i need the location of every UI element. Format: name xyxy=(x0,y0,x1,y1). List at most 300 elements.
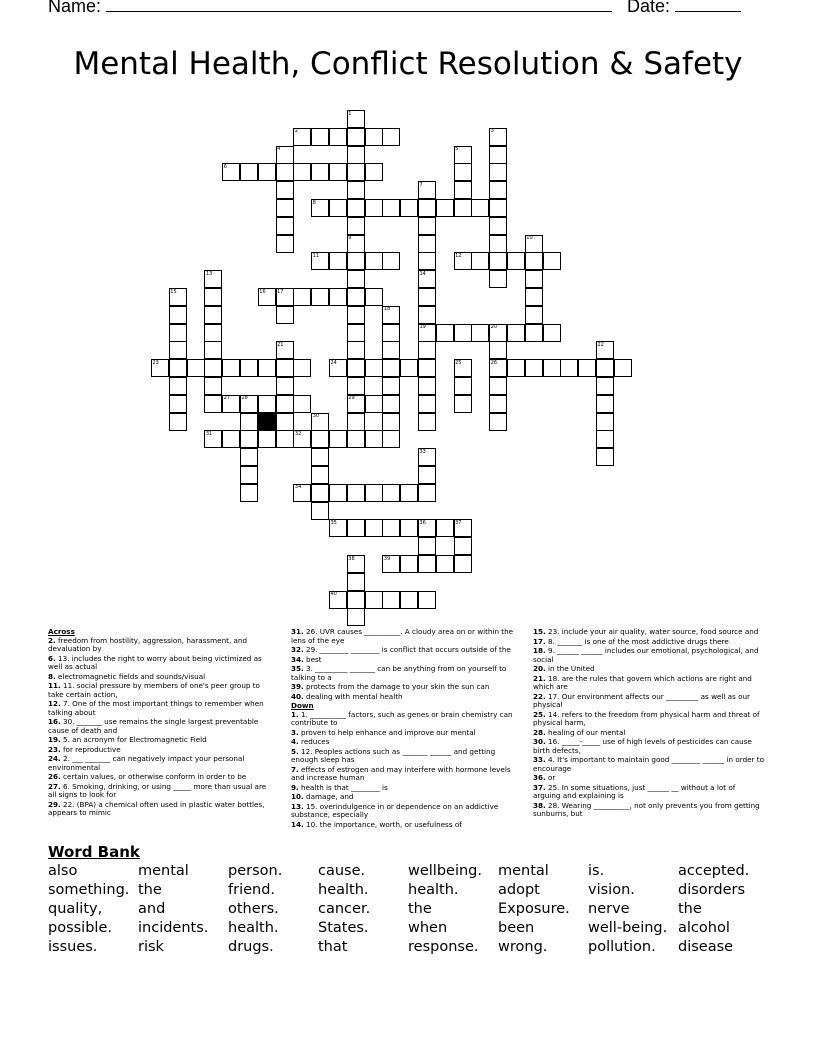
cell-number: 6 xyxy=(223,163,227,170)
date-line[interactable] xyxy=(675,0,741,12)
grid-cell[interactable] xyxy=(276,377,294,395)
grid-cell[interactable] xyxy=(347,377,365,395)
grid-cell[interactable] xyxy=(382,484,400,502)
word-bank-word: something. xyxy=(48,882,130,898)
grid-cell[interactable] xyxy=(169,395,187,413)
clue-number: 29. xyxy=(48,799,61,809)
grid-cell[interactable] xyxy=(169,377,187,395)
grid-cell[interactable] xyxy=(169,306,187,324)
clues-column-3 xyxy=(533,628,765,820)
clue-number: 25. xyxy=(533,709,546,719)
grid-cell[interactable] xyxy=(347,252,365,270)
clue-text: protects from the damage to your skin the sun can xyxy=(303,682,490,691)
clue-item xyxy=(291,683,519,692)
clue-item xyxy=(48,655,276,672)
grid-cell[interactable] xyxy=(436,324,454,342)
grid-cell[interactable] xyxy=(311,448,329,466)
grid-cell[interactable] xyxy=(418,288,436,306)
cell-number: 11 xyxy=(312,252,320,259)
word-bank-word: issues. xyxy=(48,939,98,955)
grid-cell[interactable] xyxy=(418,235,436,253)
grid-cell[interactable] xyxy=(578,359,596,377)
grid-cell[interactable] xyxy=(489,217,507,235)
grid-cell[interactable] xyxy=(525,306,543,324)
grid-cell[interactable] xyxy=(471,324,489,342)
cell-number: 7 xyxy=(419,181,423,188)
cell-number: 18 xyxy=(383,306,391,313)
clue-item xyxy=(291,656,519,665)
grid-cell[interactable] xyxy=(418,217,436,235)
clue-text: 25. In some situations, just ______ __ without a lot of arguing and explaining is xyxy=(533,782,736,800)
grid-cell[interactable] xyxy=(240,359,258,377)
across-clue-list-continued xyxy=(291,628,519,701)
grid-cell[interactable] xyxy=(365,591,383,609)
grid-cell[interactable] xyxy=(311,288,329,306)
grid-cell[interactable] xyxy=(596,448,614,466)
cell-number: 39 xyxy=(383,555,391,562)
grid-cell[interactable] xyxy=(347,306,365,324)
down-clue-list-continued xyxy=(533,628,765,819)
grid-cell[interactable] xyxy=(543,359,561,377)
grid-cell[interactable] xyxy=(276,181,294,199)
grid-cell[interactable] xyxy=(293,395,311,413)
clue-item xyxy=(533,784,765,801)
grid-cell[interactable] xyxy=(596,413,614,431)
grid-cell[interactable] xyxy=(204,359,222,377)
grid-cell[interactable] xyxy=(596,430,614,448)
clue-text: 6. Smoking, drinking, or using _____ more than usual are all signs to look for xyxy=(48,781,267,799)
grid-cell[interactable] xyxy=(525,270,543,288)
grid-cell[interactable] xyxy=(507,359,525,377)
grid-cell[interactable] xyxy=(311,502,329,520)
clue-item xyxy=(291,693,519,702)
word-bank-word: the xyxy=(678,901,702,917)
cell-number: 22 xyxy=(597,341,604,348)
grid-cell[interactable] xyxy=(418,484,436,502)
grid-cell[interactable] xyxy=(489,181,507,199)
cell-number: 40 xyxy=(330,591,337,598)
grid-cell[interactable] xyxy=(418,341,436,359)
grid-cell[interactable] xyxy=(311,128,329,146)
grid-cell[interactable] xyxy=(614,359,632,377)
clue-text: 30. _______ use remains the single largest preventable cause of death and xyxy=(48,717,259,735)
grid-cell[interactable] xyxy=(276,199,294,217)
grid-cell[interactable] xyxy=(276,235,294,253)
clue-number: 12. xyxy=(48,699,61,708)
cell-number: 5 xyxy=(455,146,459,153)
grid-cell[interactable] xyxy=(382,377,400,395)
grid-cell[interactable] xyxy=(507,252,525,270)
grid-cell[interactable] xyxy=(596,395,614,413)
grid-cell[interactable] xyxy=(329,163,347,181)
page-title: Mental Health, Conflict Resolution & Safety xyxy=(73,46,743,82)
grid-cell[interactable] xyxy=(347,341,365,359)
cell-number: 33 xyxy=(419,448,426,455)
grid-cell[interactable] xyxy=(258,163,276,181)
grid-cell[interactable] xyxy=(507,324,525,342)
grid-cell[interactable] xyxy=(382,324,400,342)
grid-cell[interactable] xyxy=(365,252,383,270)
grid-cell[interactable] xyxy=(276,395,294,413)
word-bank-word: pollution. xyxy=(588,939,656,955)
name-line[interactable] xyxy=(106,0,612,12)
grid-cell[interactable] xyxy=(329,199,347,217)
clue-text: 16. _____-_____ use of high levels of pesticides can cause birth defects, xyxy=(533,737,752,755)
clue-number: 39. xyxy=(291,682,304,691)
grid-cell[interactable] xyxy=(347,199,365,217)
cell-number: 17 xyxy=(277,288,284,295)
grid-cell[interactable] xyxy=(311,163,329,181)
grid-cell[interactable] xyxy=(329,430,347,448)
grid-cell[interactable] xyxy=(471,199,489,217)
clue-number: 7. xyxy=(291,764,299,774)
clue-item xyxy=(533,738,765,755)
grid-cell[interactable] xyxy=(382,413,400,431)
grid-cell[interactable] xyxy=(347,324,365,342)
clue-number: 28. xyxy=(533,727,546,737)
grid-cell[interactable] xyxy=(418,466,436,484)
grid-cell[interactable] xyxy=(436,519,454,537)
clue-item xyxy=(291,748,519,765)
clue-item xyxy=(291,766,519,783)
grid-cell[interactable] xyxy=(347,591,365,609)
grid-cell[interactable] xyxy=(525,324,543,342)
grid-cell[interactable] xyxy=(222,359,240,377)
grid-cell[interactable] xyxy=(489,395,507,413)
grid-cell[interactable] xyxy=(454,163,472,181)
grid-cell[interactable] xyxy=(169,413,187,431)
clue-number: 36. xyxy=(533,773,546,782)
grid-cell[interactable] xyxy=(471,252,489,270)
clue-text: 15. overindulgence in or dependence on an addictive substance, especially xyxy=(291,801,499,819)
grid-cell[interactable] xyxy=(454,395,472,413)
word-bank-word: possible. xyxy=(48,920,112,936)
clue-text: 29. ________ ________ is conflict that occurs outside of the xyxy=(303,645,511,654)
clue-number: 35. xyxy=(291,664,304,673)
cell-number: 34 xyxy=(294,484,302,491)
clue-item xyxy=(533,711,765,728)
grid-cell[interactable] xyxy=(276,217,294,235)
grid-cell[interactable] xyxy=(365,430,383,448)
clue-number: 14. xyxy=(291,819,304,829)
grid-cell[interactable] xyxy=(454,324,472,342)
grid-cell[interactable] xyxy=(489,235,507,253)
clue-number: 11. xyxy=(48,681,61,690)
clue-text: effects of estrogen and may interfere with hormone levels and increase human xyxy=(291,764,511,782)
clue-item xyxy=(291,665,519,682)
grid-cell[interactable] xyxy=(204,324,222,342)
cell-number: 37 xyxy=(455,519,462,526)
word-bank-word: mental xyxy=(138,863,189,879)
grid-cell[interactable] xyxy=(187,359,205,377)
grid-cell[interactable] xyxy=(489,199,507,217)
grid-cell[interactable] xyxy=(347,359,365,377)
clue-text: 2. ___ _______ can negatively impact your personal environmental xyxy=(48,754,245,772)
word-bank-word: health. xyxy=(228,920,279,936)
grid-cell[interactable] xyxy=(347,484,365,502)
word-bank-word: friend. xyxy=(228,882,276,898)
grid-cell[interactable] xyxy=(489,252,507,270)
grid-cell[interactable] xyxy=(169,341,187,359)
grid-cell[interactable] xyxy=(311,484,329,502)
grid-cell[interactable] xyxy=(347,217,365,235)
word-bank-word: others. xyxy=(228,901,279,917)
grid-cell[interactable] xyxy=(240,430,258,448)
grid-cell[interactable] xyxy=(365,484,383,502)
grid-cell[interactable] xyxy=(258,359,276,377)
grid-cell[interactable] xyxy=(418,395,436,413)
grid-cell[interactable] xyxy=(454,537,472,555)
clue-item xyxy=(533,628,765,637)
cell-number: 14 xyxy=(419,270,426,277)
grid-cell[interactable] xyxy=(382,519,400,537)
grid-cell[interactable] xyxy=(525,288,543,306)
grid-cell[interactable] xyxy=(365,288,383,306)
grid-cell[interactable] xyxy=(169,359,187,377)
clue-number: 40. xyxy=(291,691,304,701)
grid-cell[interactable] xyxy=(347,128,365,146)
grid-cell[interactable] xyxy=(489,270,507,288)
word-bank-word: alcohol xyxy=(678,920,730,936)
grid-cell[interactable] xyxy=(276,430,294,448)
clue-text: for reproductive xyxy=(60,744,121,754)
grid-cell[interactable] xyxy=(329,484,347,502)
grid-cell[interactable] xyxy=(276,359,294,377)
grid-cell[interactable] xyxy=(347,413,365,431)
grid-cell[interactable] xyxy=(454,377,472,395)
word-bank-word: quality, xyxy=(48,901,103,917)
word-bank-word: and xyxy=(138,901,166,917)
grid-cell[interactable] xyxy=(400,519,418,537)
clue-item xyxy=(48,700,276,717)
grid-cell[interactable] xyxy=(311,466,329,484)
clue-text: 8. _______ is one of the most addictive drugs there xyxy=(545,636,729,646)
grid-cell[interactable] xyxy=(436,199,454,217)
grid-cell[interactable] xyxy=(240,466,258,484)
grid-cell[interactable] xyxy=(454,199,472,217)
clue-text: health is that ________ is xyxy=(298,782,388,792)
grid-cell[interactable] xyxy=(596,359,614,377)
grid-cell[interactable] xyxy=(347,146,365,164)
grid-cell[interactable] xyxy=(525,359,543,377)
clue-text: proven to help enhance and improve our mental xyxy=(298,727,476,737)
word-bank-word: disorders xyxy=(678,882,746,898)
clue-item xyxy=(533,774,765,783)
grid-cell[interactable] xyxy=(222,430,240,448)
grid-cell[interactable] xyxy=(489,146,507,164)
grid-cell[interactable] xyxy=(489,163,507,181)
grid-cell[interactable] xyxy=(365,395,383,413)
grid-cell[interactable] xyxy=(400,591,418,609)
grid-cell[interactable] xyxy=(382,252,400,270)
grid-cell[interactable] xyxy=(204,377,222,395)
clue-text: certain values, or otherwise conform in order to be xyxy=(60,772,247,781)
grid-cell[interactable] xyxy=(560,359,578,377)
word-bank-word: person. xyxy=(228,863,283,879)
word-bank-word: well-being. xyxy=(588,920,668,936)
grid-cell[interactable] xyxy=(293,359,311,377)
clue-item xyxy=(533,693,765,710)
clue-number: 10. xyxy=(291,792,304,801)
cell-number: 32 xyxy=(294,430,302,437)
grid-cell[interactable] xyxy=(204,395,222,413)
clue-item xyxy=(533,665,765,674)
grid-cell[interactable] xyxy=(382,591,400,609)
grid-cell[interactable] xyxy=(329,288,347,306)
grid-cell[interactable] xyxy=(258,395,276,413)
cell-number: 8 xyxy=(312,199,316,206)
clue-item xyxy=(48,682,276,699)
grid-cell[interactable] xyxy=(365,519,383,537)
clue-number: 13. xyxy=(291,801,304,811)
cell-number: 23 xyxy=(152,359,159,366)
grid-cell[interactable] xyxy=(418,377,436,395)
clue-text: in the United xyxy=(545,664,595,673)
grid-cell[interactable] xyxy=(329,252,347,270)
clue-text: best xyxy=(303,654,322,664)
clue-item xyxy=(533,729,765,738)
clue-item xyxy=(533,675,765,692)
clue-item xyxy=(533,638,765,647)
clue-number: 37. xyxy=(533,782,546,792)
clue-text: 13. includes the right to worry about being victimized as well as actual xyxy=(48,653,262,671)
grid-cell[interactable] xyxy=(204,341,222,359)
grid-cell[interactable] xyxy=(418,359,436,377)
word-bank-word: health. xyxy=(318,882,369,898)
clue-text: 12. Peoples actions such as _______ ______ and getting enough sleep has xyxy=(291,746,496,764)
grid-cell[interactable] xyxy=(525,252,543,270)
grid-cell[interactable] xyxy=(489,341,507,359)
grid-cell[interactable] xyxy=(489,413,507,431)
grid-cell[interactable] xyxy=(293,288,311,306)
grid-cell[interactable] xyxy=(329,128,347,146)
word-bank-word: adopt xyxy=(498,882,540,898)
cell-number: 38 xyxy=(348,555,355,562)
clue-item xyxy=(48,718,276,735)
grid-cell[interactable] xyxy=(596,377,614,395)
blocked-cell xyxy=(258,413,276,431)
clue-item xyxy=(291,793,519,802)
grid-cell[interactable] xyxy=(382,128,400,146)
grid-cell[interactable] xyxy=(382,341,400,359)
cell-number: 26 xyxy=(490,359,498,366)
name-field xyxy=(48,0,612,17)
clues-column-1 xyxy=(48,628,276,819)
cell-number: 29 xyxy=(348,395,355,402)
grid-cell[interactable] xyxy=(382,199,400,217)
grid-cell[interactable] xyxy=(418,199,436,217)
word-bank-word: response. xyxy=(408,939,479,955)
grid-cell[interactable] xyxy=(543,252,561,270)
clue-item xyxy=(48,801,276,818)
grid-cell[interactable] xyxy=(382,359,400,377)
grid-cell[interactable] xyxy=(418,555,436,573)
grid-cell[interactable] xyxy=(454,555,472,573)
clue-item xyxy=(291,803,519,820)
grid-cell[interactable] xyxy=(276,163,294,181)
word-bank-word: also xyxy=(48,863,78,879)
grid-cell[interactable] xyxy=(543,324,561,342)
grid-cell[interactable] xyxy=(365,128,383,146)
grid-cell[interactable] xyxy=(454,181,472,199)
grid-cell[interactable] xyxy=(489,377,507,395)
clue-text: 9. ______ ______ includes our emotional, psychological, and social xyxy=(533,646,759,664)
clue-item xyxy=(48,637,276,654)
grid-cell[interactable] xyxy=(240,163,258,181)
word-bank-word: mental xyxy=(498,863,549,879)
grid-cell[interactable] xyxy=(204,306,222,324)
grid-cell[interactable] xyxy=(400,555,418,573)
cell-number: 13 xyxy=(205,270,213,277)
clue-number: 19. xyxy=(48,735,61,744)
cell-number: 21 xyxy=(277,341,284,348)
clue-text: 4. It's important to maintain good ________ ______ in order to encourage xyxy=(533,755,765,773)
grid-cell[interactable] xyxy=(240,413,258,431)
grid-cell[interactable] xyxy=(365,163,383,181)
clue-item xyxy=(291,738,519,747)
grid-cell[interactable] xyxy=(347,288,365,306)
grid-cell[interactable] xyxy=(347,430,365,448)
grid-cell[interactable] xyxy=(347,270,365,288)
grid-cell[interactable] xyxy=(169,324,187,342)
grid-cell[interactable] xyxy=(347,608,365,626)
grid-cell[interactable] xyxy=(436,555,454,573)
grid-cell[interactable] xyxy=(365,199,383,217)
grid-cell[interactable] xyxy=(240,484,258,502)
grid-cell[interactable] xyxy=(418,413,436,431)
grid-cell[interactable] xyxy=(204,288,222,306)
grid-cell[interactable] xyxy=(347,519,365,537)
clue-number: 20. xyxy=(533,664,546,673)
grid-cell[interactable] xyxy=(258,430,276,448)
grid-cell[interactable] xyxy=(347,573,365,591)
grid-cell[interactable] xyxy=(347,181,365,199)
grid-cell[interactable] xyxy=(400,484,418,502)
grid-cell[interactable] xyxy=(382,395,400,413)
grid-cell[interactable] xyxy=(418,306,436,324)
grid-cell[interactable] xyxy=(400,199,418,217)
grid-cell[interactable] xyxy=(276,306,294,324)
word-bank-word: wrong. xyxy=(498,939,548,955)
clue-item xyxy=(48,755,276,772)
clue-number: 17. xyxy=(533,636,546,646)
clue-number: 30. xyxy=(533,737,546,746)
grid-cell[interactable] xyxy=(418,537,436,555)
cell-number: 12 xyxy=(455,252,462,259)
grid-cell[interactable] xyxy=(276,413,294,431)
grid-cell[interactable] xyxy=(418,591,436,609)
grid-cell[interactable] xyxy=(418,252,436,270)
cell-number: 27 xyxy=(223,395,231,402)
clue-number: 27. xyxy=(48,781,61,791)
grid-cell[interactable] xyxy=(365,359,383,377)
grid-cell[interactable] xyxy=(240,448,258,466)
grid-cell[interactable] xyxy=(400,359,418,377)
word-bank-word: accepted. xyxy=(678,863,750,879)
clue-text: 5. an acronym for Electromagnetic Field xyxy=(60,735,207,744)
word-bank-word: that xyxy=(318,939,348,955)
clue-text: healing of our mental xyxy=(545,727,626,737)
clue-text: 23. include your air quality, water source, food source and xyxy=(545,627,759,636)
word-bank-word: drugs. xyxy=(228,939,274,955)
cell-number: 31 xyxy=(205,430,213,437)
grid-cell[interactable] xyxy=(382,430,400,448)
grid-cell[interactable] xyxy=(311,430,329,448)
grid-cell[interactable] xyxy=(293,163,311,181)
clue-item xyxy=(291,628,519,645)
cell-number: 28 xyxy=(241,395,248,402)
grid-cell[interactable] xyxy=(347,163,365,181)
